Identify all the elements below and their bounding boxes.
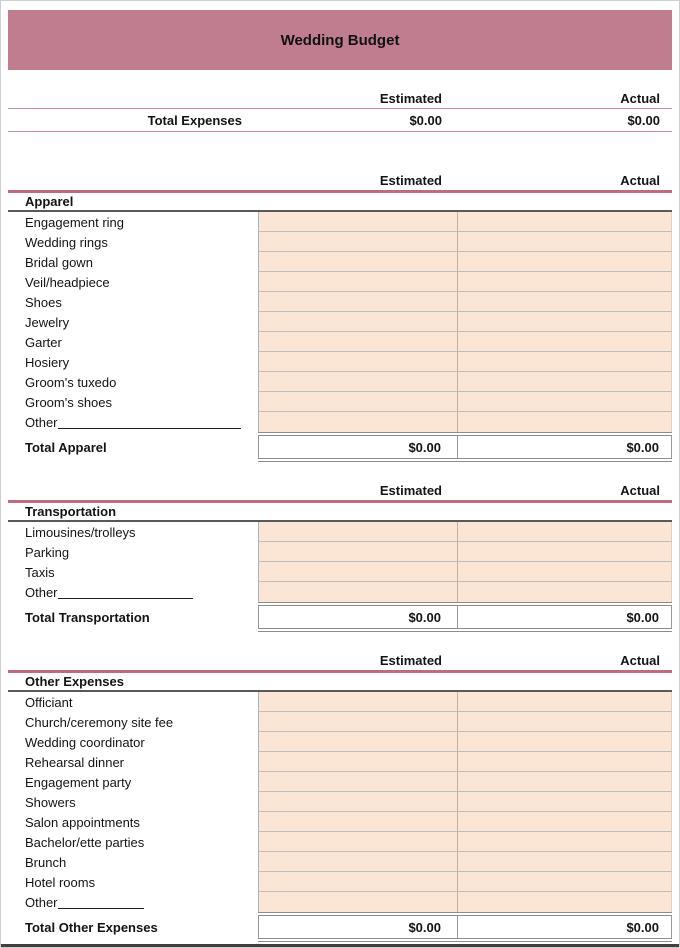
item-row <box>8 522 672 542</box>
estimated-cell[interactable] <box>258 852 458 872</box>
estimated-cell[interactable] <box>258 412 458 432</box>
fill-in-line[interactable] <box>58 597 193 599</box>
page-title-bar <box>8 10 672 70</box>
item-row <box>8 832 672 852</box>
actual-cell[interactable] <box>458 312 672 332</box>
item-row <box>8 542 672 562</box>
item-row <box>8 252 672 272</box>
estimated-cell[interactable] <box>258 352 458 372</box>
item-label-text: Rehearsal dinner <box>25 754 125 770</box>
fill-in-line[interactable] <box>58 427 241 429</box>
estimated-cell[interactable] <box>258 772 458 792</box>
section-total-actual-value: $0.00 <box>458 436 672 458</box>
actual-column-header: Actual <box>620 173 660 188</box>
spacer <box>8 482 258 500</box>
section-transportation <box>8 482 672 632</box>
estimated-cell[interactable] <box>258 252 458 272</box>
item-label <box>8 252 258 272</box>
item-label-text: Jewelry <box>25 314 70 330</box>
item-label <box>8 752 258 772</box>
item-label <box>8 412 258 432</box>
item-label <box>8 692 258 712</box>
actual-cell[interactable] <box>458 542 672 562</box>
item-label <box>8 772 258 792</box>
actual-cell[interactable] <box>458 212 672 232</box>
actual-cell[interactable] <box>458 792 672 812</box>
estimated-cell[interactable] <box>258 832 458 852</box>
item-row <box>8 772 672 792</box>
estimated-cell[interactable] <box>258 712 458 732</box>
item-row <box>8 312 672 332</box>
item-label <box>8 542 258 562</box>
item-row <box>8 372 672 392</box>
item-label <box>8 352 258 372</box>
estimated-cell[interactable] <box>258 732 458 752</box>
item-row <box>8 232 672 252</box>
section-total-row <box>8 916 672 938</box>
item-label-text: Limousines/trolleys <box>25 524 136 540</box>
item-label-text: Brunch <box>25 854 67 870</box>
item-label <box>8 812 258 832</box>
section-title: Transportation <box>8 503 672 522</box>
section-total-estimated-value: $0.00 <box>258 436 458 458</box>
actual-column-header: Actual <box>620 91 660 106</box>
item-row <box>8 352 672 372</box>
item-label <box>8 392 258 412</box>
estimated-cell[interactable] <box>258 292 458 312</box>
item-row <box>8 892 672 912</box>
item-label-text: Engagement party <box>25 774 132 790</box>
double-rule <box>258 628 672 632</box>
actual-cell[interactable] <box>458 392 672 412</box>
section-title: Other Expenses <box>8 673 672 692</box>
estimated-cell[interactable] <box>258 752 458 772</box>
item-row <box>8 212 672 232</box>
estimated-column-header: Estimated <box>379 653 442 668</box>
item-row <box>8 752 672 772</box>
item-label <box>8 582 258 602</box>
estimated-cell[interactable] <box>258 542 458 562</box>
actual-column-header: Actual <box>620 653 660 668</box>
item-label-text: Garter <box>25 334 62 350</box>
sections <box>8 172 672 942</box>
item-label-text: Bridal gown <box>25 254 93 270</box>
actual-cell[interactable] <box>458 372 672 392</box>
page-title: Wedding Budget <box>280 31 400 49</box>
item-label-text: Other <box>25 894 58 910</box>
item-row <box>8 392 672 412</box>
item-row <box>8 292 672 312</box>
section-title: Apparel <box>8 193 672 212</box>
actual-cell[interactable] <box>458 272 672 292</box>
item-label <box>8 892 258 912</box>
actual-cell[interactable] <box>458 872 672 892</box>
actual-cell[interactable] <box>458 752 672 772</box>
section-total-estimated-value: $0.00 <box>258 606 458 628</box>
section-apparel <box>8 172 672 462</box>
item-label <box>8 332 258 352</box>
actual-cell[interactable] <box>458 812 672 832</box>
item-label <box>8 832 258 852</box>
item-row <box>8 272 672 292</box>
item-label <box>8 732 258 752</box>
item-label-text: Wedding coordinator <box>25 734 145 750</box>
actual-cell[interactable] <box>458 892 672 912</box>
footer-rule <box>1 944 679 947</box>
estimated-cell[interactable] <box>258 392 458 412</box>
item-label-text: Hosiery <box>25 354 70 370</box>
section-total-row <box>8 436 672 458</box>
actual-cell[interactable] <box>458 732 672 752</box>
section-total-label: Total Apparel <box>25 439 107 455</box>
actual-cell[interactable] <box>458 232 672 252</box>
item-label <box>8 872 258 892</box>
item-label-text: Salon appointments <box>25 814 140 830</box>
item-row <box>8 412 672 432</box>
item-row <box>8 692 672 712</box>
actual-cell[interactable] <box>458 832 672 852</box>
item-label-text: Other <box>25 584 58 600</box>
actual-cell[interactable] <box>458 712 672 732</box>
column-header-row <box>8 90 672 109</box>
column-header-row <box>8 482 672 503</box>
actual-cell[interactable] <box>458 562 672 582</box>
estimated-column-header: Estimated <box>379 91 442 106</box>
item-label-text: Groom's tuxedo <box>25 374 117 390</box>
item-label-text: Hotel rooms <box>25 874 96 890</box>
total-expenses-estimated-value: $0.00 <box>409 112 442 128</box>
estimated-cell[interactable] <box>258 332 458 352</box>
item-row <box>8 792 672 812</box>
item-label-text: Veil/headpiece <box>25 274 110 290</box>
actual-cell[interactable] <box>458 332 672 352</box>
estimated-cell[interactable] <box>258 522 458 542</box>
estimated-cell[interactable] <box>258 312 458 332</box>
estimated-cell[interactable] <box>258 272 458 292</box>
item-label <box>8 522 258 542</box>
estimated-cell[interactable] <box>258 212 458 232</box>
item-row <box>8 332 672 352</box>
section-total-actual-value: $0.00 <box>458 606 672 628</box>
item-label <box>8 372 258 392</box>
item-row <box>8 812 672 832</box>
item-label <box>8 272 258 292</box>
total-expenses-summary <box>8 90 672 132</box>
actual-cell[interactable] <box>458 522 672 542</box>
actual-cell[interactable] <box>458 412 672 432</box>
item-label-text: Wedding rings <box>25 234 108 250</box>
fill-in-line[interactable] <box>58 907 144 909</box>
item-row <box>8 562 672 582</box>
item-label-text: Other <box>25 414 58 430</box>
estimated-cell[interactable] <box>258 232 458 252</box>
total-expenses-label: Total Expenses <box>147 112 242 128</box>
spacer <box>8 652 258 670</box>
item-label-text: Engagement ring <box>25 214 125 230</box>
column-header-row <box>8 652 672 673</box>
estimated-column-header: Estimated <box>379 483 442 498</box>
item-row <box>8 872 672 892</box>
item-label-text: Showers <box>25 794 76 810</box>
actual-cell[interactable] <box>458 582 672 602</box>
actual-cell[interactable] <box>458 772 672 792</box>
estimated-cell[interactable] <box>258 692 458 712</box>
item-label <box>8 712 258 732</box>
actual-cell[interactable] <box>458 352 672 372</box>
total-expenses-actual-value: $0.00 <box>627 112 660 128</box>
double-rule <box>258 938 672 942</box>
actual-cell[interactable] <box>458 292 672 312</box>
total-expenses-row <box>8 109 672 132</box>
item-row <box>8 582 672 602</box>
spacer <box>8 172 258 190</box>
item-label-text: Groom's shoes <box>25 394 113 410</box>
item-label-text: Church/ceremony site fee <box>25 714 174 730</box>
item-label <box>8 852 258 872</box>
section-total-row <box>8 606 672 628</box>
item-row <box>8 712 672 732</box>
item-row <box>8 852 672 872</box>
actual-column-header: Actual <box>620 483 660 498</box>
section-total-label: Total Other Expenses <box>25 919 158 935</box>
item-label <box>8 292 258 312</box>
spacer <box>8 90 258 108</box>
estimated-cell[interactable] <box>258 792 458 812</box>
item-row <box>8 732 672 752</box>
actual-cell[interactable] <box>458 852 672 872</box>
estimated-cell[interactable] <box>258 872 458 892</box>
item-label-text: Shoes <box>25 294 62 310</box>
section-total-label: Total Transportation <box>25 609 150 625</box>
estimated-cell[interactable] <box>258 372 458 392</box>
double-rule <box>258 458 672 462</box>
item-label-text: Taxis <box>25 564 55 580</box>
estimated-cell[interactable] <box>258 582 458 602</box>
actual-cell[interactable] <box>458 252 672 272</box>
actual-cell[interactable] <box>458 692 672 712</box>
estimated-column-header: Estimated <box>379 173 442 188</box>
item-label <box>8 562 258 582</box>
section-total-actual-value: $0.00 <box>458 916 672 938</box>
section-other-expenses <box>8 652 672 942</box>
item-label <box>8 312 258 332</box>
item-label <box>8 232 258 252</box>
item-label <box>8 792 258 812</box>
item-label-text: Officiant <box>25 694 73 710</box>
item-label-text: Parking <box>25 544 70 560</box>
item-label <box>8 212 258 232</box>
estimated-cell[interactable] <box>258 892 458 912</box>
item-label-text: Bachelor/ette parties <box>25 834 145 850</box>
column-header-row <box>8 172 672 193</box>
estimated-cell[interactable] <box>258 562 458 582</box>
section-total-estimated-value: $0.00 <box>258 916 458 938</box>
estimated-cell[interactable] <box>258 812 458 832</box>
